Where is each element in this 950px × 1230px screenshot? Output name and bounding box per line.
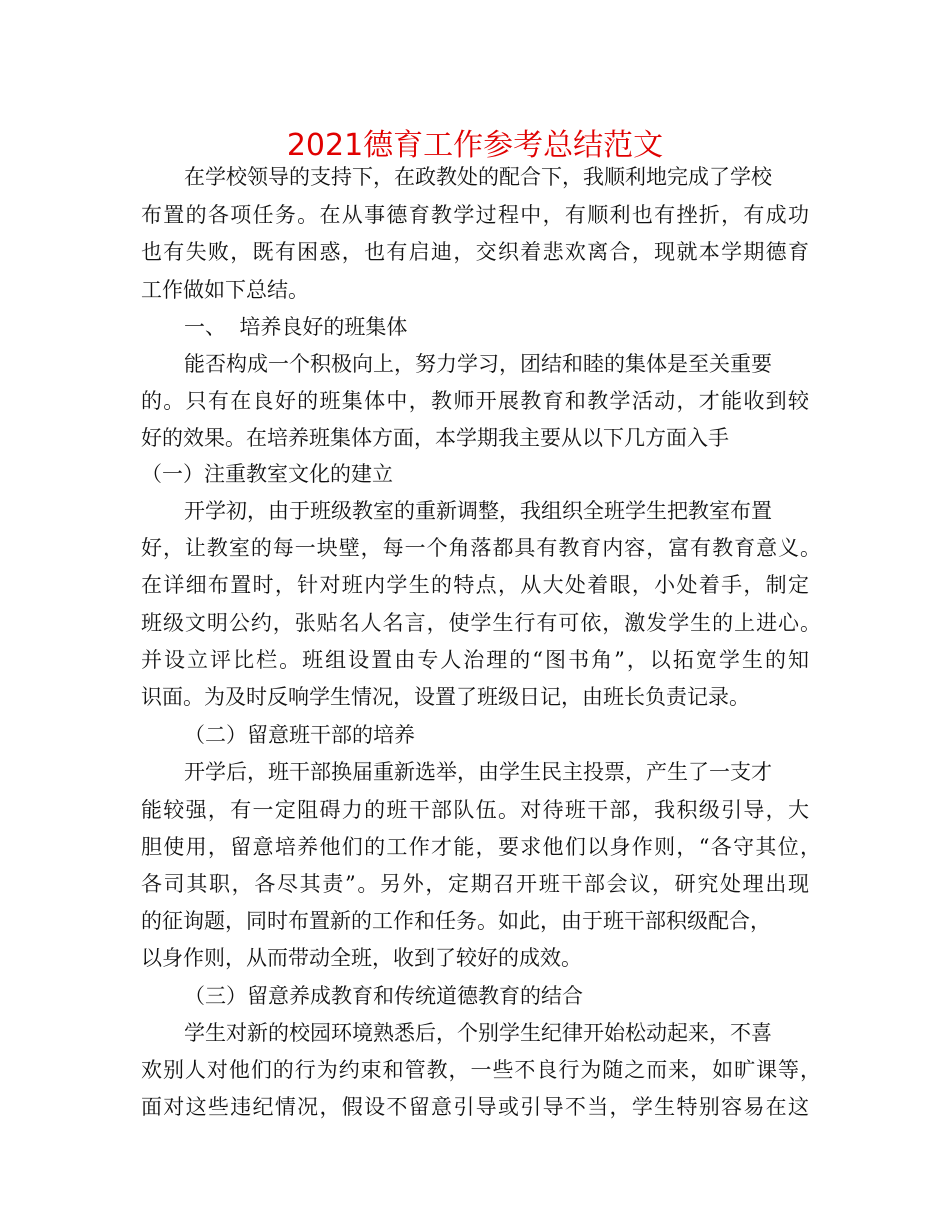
text-line: 能否构成一个积极向上，努力学习，团结和睦的集体是至关重要 (184, 352, 772, 376)
text-line: 好，让教室的每一块壁，每一个角落都具有教育内容，富有教育意义。 (141, 536, 821, 560)
text-line: 面对这些违纪情况，假设不留意引导或引导不当，学生特别容易在这 (141, 1095, 809, 1119)
text-line: 并设立评比栏。班组设置由专人治理的“图书角”，以拓宽学生的知 (141, 648, 809, 672)
text-line: 也有失败，既有困惑，也有启迪，交织着悲欢离合，现就本学期德育 (141, 240, 809, 264)
text-line: 在学校领导的支持下，在政教处的配合下，我顺利地完成了学校 (184, 165, 772, 189)
text-line: 识面。为及时反响学生情况，设置了班级日记，由班长负责记录。 (141, 685, 750, 709)
text-line: 开学后，班干部换届重新选举，由学生民主投票，产生了一支才 (184, 760, 772, 784)
text-line: 的征询题，同时布置新的工作和任务。如此，由于班干部积级配合， (141, 909, 771, 933)
subsection-heading: （三）留意养成教育和传统道德教育的结合 (184, 984, 583, 1008)
subsection-heading: （二）留意班干部的培养 (184, 723, 415, 747)
text-line: 工作做如下总结。 (141, 278, 309, 302)
text-line: 胆使用，留意培养他们的工作才能，要求他们以身作则，“各守其位， (141, 835, 821, 859)
text-line: 好的效果。在培养班集体方面，本学期我主要从以下几方面入手 (141, 426, 729, 450)
text-line: 的。只有在良好的班集体中，教师开展教育和教学活动，才能收到较 (141, 389, 809, 413)
text-line: 学生对新的校园环境熟悉后，个别学生纪律开始松动起来，不喜 (184, 1021, 772, 1045)
text-line: 能较强，有一定阻碍力的班干部队伍。对待班干部，我积级引导，大 (141, 798, 809, 822)
text-line: 开学初，由于班级教室的重新调整，我组织全班学生把教室布置 (184, 499, 772, 523)
section-heading: 一、 培养良好的班集体 (184, 315, 408, 339)
text-line: 布置的各项任务。在从事德育教学过程中，有顺利也有挫折，有成功 (141, 203, 809, 227)
subsection-heading: （一）注重教室文化的建立 (141, 462, 393, 486)
text-line: 以身作则，从而带动全班，收到了较好的成效。 (141, 946, 582, 970)
text-line: 班级文明公约，张贴名人名言，使学生行有可依，激发学生的上进心。 (141, 611, 821, 635)
text-line: 欢别人对他们的行为约束和管教，一些不良行为随之而来，如旷课等， (141, 1058, 821, 1082)
document-title: 2021德育工作参考总结范文 (286, 128, 664, 163)
text-line: 各司其职，各尽其责”。另外，定期召开班干部会议，研究处理出现 (141, 872, 809, 896)
text-line: 在详细布置时，针对班内学生的特点，从大处着眼，小处着手，制定 (141, 573, 809, 597)
